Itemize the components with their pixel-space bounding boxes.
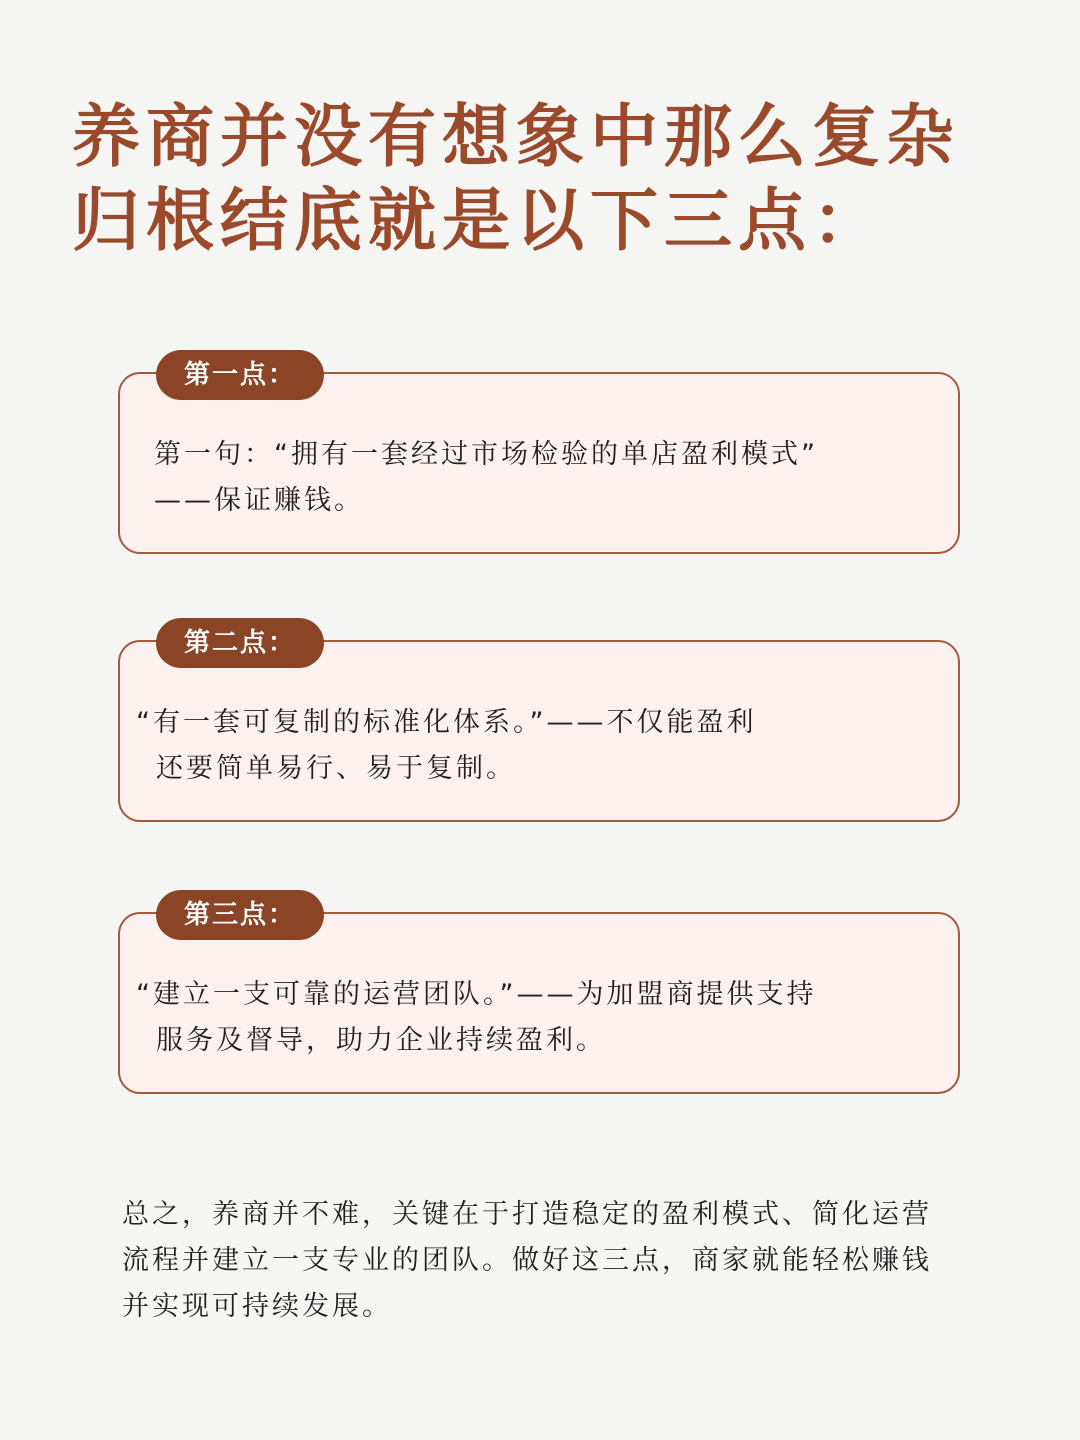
- point-card-3: [118, 900, 960, 1094]
- point-card-2: [118, 628, 960, 822]
- page-title: [72, 96, 960, 264]
- point-badge-1: 第一点：: [156, 350, 324, 400]
- summary-line-3: 并实现可持续发展。: [122, 1291, 392, 1322]
- point-3-line-1: “建立一支可靠的运营团队。”——为加盟商提供支持: [136, 979, 817, 1010]
- point-1-line-2: ——保证赚钱。: [154, 485, 364, 516]
- point-text-1: [154, 432, 918, 524]
- point-badge-2: 第二点：: [156, 618, 324, 668]
- point-badge-3: 第三点：: [156, 890, 324, 940]
- point-text-3: [136, 972, 918, 1064]
- point-card-1: [118, 360, 960, 554]
- title-line-1: 养商并没有想象中那么复杂: [72, 98, 961, 177]
- point-1-line-1: 第一句：“拥有一套经过市场检验的单店盈利模式”: [154, 439, 818, 470]
- point-3-line-2: 服务及督导，助力企业持续盈利。: [156, 1025, 606, 1056]
- point-2-line-2: 还要简单易行、易于复制。: [156, 753, 516, 784]
- summary-line-1: 总之，养商并不难，关键在于打造稳定的盈利模式、简化运营: [122, 1199, 932, 1230]
- title-line-2: 归根结底就是以下三点：: [72, 182, 887, 261]
- point-text-2: [136, 700, 918, 792]
- point-2-line-1: “有一套可复制的标准化体系。”——不仅能盈利: [136, 707, 757, 738]
- summary-line-2: 流程并建立一支专业的团队。做好这三点，商家就能轻松赚钱: [122, 1245, 932, 1276]
- summary-paragraph: [122, 1192, 982, 1330]
